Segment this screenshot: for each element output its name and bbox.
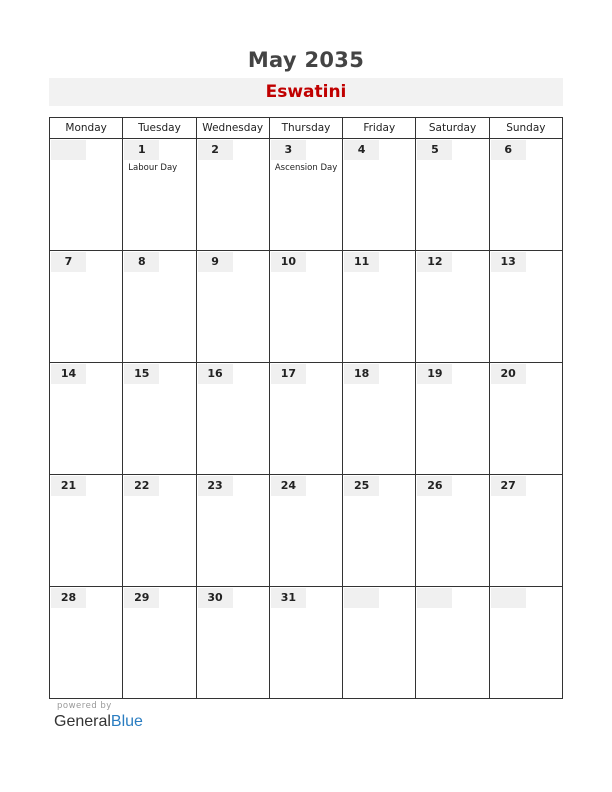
day-number: 28 <box>51 588 86 608</box>
day-cell[interactable] <box>123 587 196 699</box>
day-number: 11 <box>344 252 379 272</box>
day-number: 19 <box>417 364 452 384</box>
day-cell[interactable] <box>50 139 123 251</box>
day-cell[interactable] <box>269 251 342 363</box>
day-cell[interactable] <box>196 587 269 699</box>
day-number: 14 <box>51 364 86 384</box>
day-cell[interactable] <box>343 363 416 475</box>
day-cell[interactable] <box>50 475 123 587</box>
day-number: 16 <box>198 364 233 384</box>
day-cell[interactable] <box>489 363 562 475</box>
day-number: 29 <box>124 588 159 608</box>
day-cell[interactable] <box>343 587 416 699</box>
day-cell[interactable] <box>489 475 562 587</box>
weekday-friday: Friday <box>343 118 416 139</box>
day-number: 9 <box>198 252 233 272</box>
brand-logo[interactable] <box>54 713 143 731</box>
day-cell[interactable] <box>123 363 196 475</box>
day-number <box>51 140 86 160</box>
day-number: 10 <box>271 252 306 272</box>
day-number: 24 <box>271 476 306 496</box>
day-number: 3 <box>271 140 306 160</box>
weekday-thursday: Thursday <box>269 118 342 139</box>
day-number <box>491 588 526 608</box>
day-number: 4 <box>344 140 379 160</box>
day-cell[interactable] <box>416 475 489 587</box>
day-cell[interactable] <box>343 475 416 587</box>
day-cell[interactable] <box>489 587 562 699</box>
brand-name-general: General <box>54 713 111 730</box>
day-number: 30 <box>198 588 233 608</box>
day-number: 31 <box>271 588 306 608</box>
day-cell[interactable] <box>269 475 342 587</box>
day-cell[interactable] <box>196 139 269 251</box>
day-number: 18 <box>344 364 379 384</box>
day-cell[interactable] <box>196 363 269 475</box>
day-number: 1 <box>124 140 159 160</box>
day-number: 26 <box>417 476 452 496</box>
day-number: 21 <box>51 476 86 496</box>
day-number: 20 <box>491 364 526 384</box>
day-number: 6 <box>491 140 526 160</box>
day-number <box>417 588 452 608</box>
country-banner: Eswatini <box>49 78 563 106</box>
day-cell[interactable] <box>489 251 562 363</box>
calendar-grid <box>49 117 563 699</box>
weekday-saturday: Saturday <box>416 118 489 139</box>
day-cell[interactable] <box>343 139 416 251</box>
day-number: 27 <box>491 476 526 496</box>
day-number: 7 <box>51 252 86 272</box>
week-row <box>50 587 563 699</box>
day-cell[interactable] <box>343 251 416 363</box>
weekday-header-row <box>50 118 563 139</box>
day-number: 15 <box>124 364 159 384</box>
day-cell[interactable] <box>416 139 489 251</box>
day-number: 22 <box>124 476 159 496</box>
day-cell[interactable] <box>269 587 342 699</box>
day-cell[interactable] <box>50 587 123 699</box>
week-row <box>50 251 563 363</box>
week-row <box>50 139 563 251</box>
day-number: 25 <box>344 476 379 496</box>
day-cell[interactable] <box>123 139 196 251</box>
day-cell[interactable] <box>269 139 342 251</box>
day-cell[interactable] <box>416 363 489 475</box>
day-number: 8 <box>124 252 159 272</box>
day-number: 5 <box>417 140 452 160</box>
day-cell[interactable] <box>196 251 269 363</box>
day-cell[interactable] <box>416 587 489 699</box>
day-number: 23 <box>198 476 233 496</box>
holiday-label: Ascension Day <box>274 163 338 173</box>
weekday-tuesday: Tuesday <box>123 118 196 139</box>
week-row <box>50 475 563 587</box>
day-number: 13 <box>491 252 526 272</box>
weekday-wednesday: Wednesday <box>196 118 269 139</box>
day-number: 2 <box>198 140 233 160</box>
holiday-label: Labour Day <box>128 163 178 173</box>
weekday-sunday: Sunday <box>489 118 562 139</box>
powered-by-label: powered by <box>57 701 112 711</box>
day-number: 17 <box>271 364 306 384</box>
week-row <box>50 363 563 475</box>
day-cell[interactable] <box>123 475 196 587</box>
day-cell[interactable] <box>489 139 562 251</box>
weekday-monday: Monday <box>50 118 123 139</box>
day-cell[interactable] <box>416 251 489 363</box>
day-cell[interactable] <box>196 475 269 587</box>
day-number: 12 <box>417 252 452 272</box>
page-title: May 2035 <box>247 48 365 72</box>
day-cell[interactable] <box>50 251 123 363</box>
day-cell[interactable] <box>50 363 123 475</box>
day-number <box>344 588 379 608</box>
brand-name-blue: Blue <box>110 713 143 730</box>
day-cell[interactable] <box>269 363 342 475</box>
day-cell[interactable] <box>123 251 196 363</box>
